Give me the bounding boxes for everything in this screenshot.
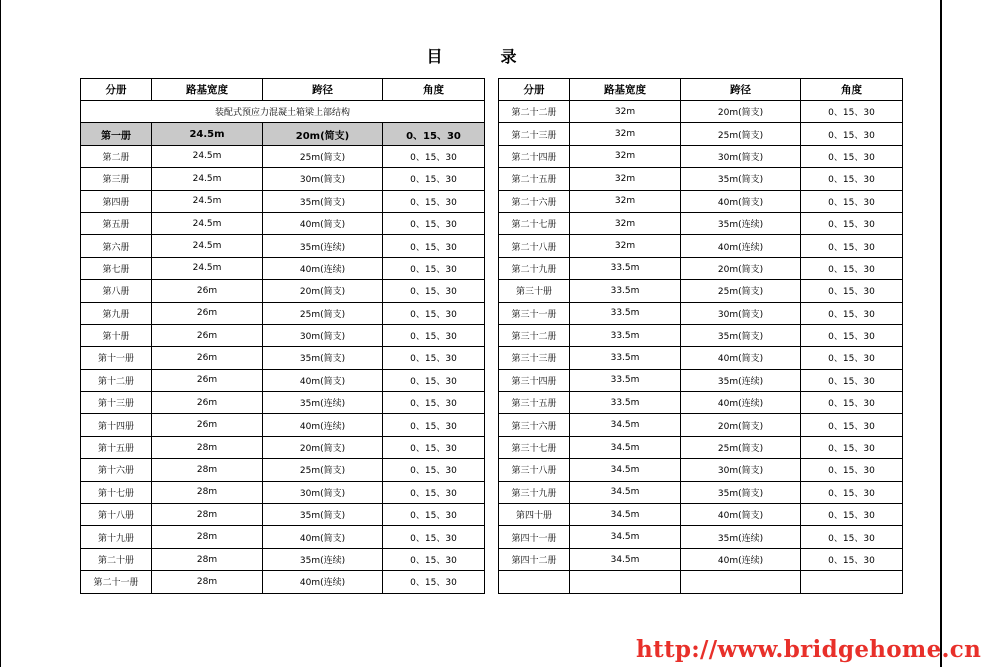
angle-cell: 0、15、30 [801,347,903,369]
roadbed-width-cell: 26m [152,392,263,414]
volume-cell: 第十六册 [81,459,152,481]
angle-cell: 0、15、30 [383,212,485,234]
span-cell: 40m(连续) [263,257,383,279]
roadbed-width-cell: 32m [570,123,681,145]
span-cell: 40m(连续) [681,235,801,257]
table-row [499,392,903,414]
angle-cell: 0、15、30 [801,324,903,346]
angle-cell: 0、15、30 [383,548,485,570]
span-cell: 40m(简支) [263,526,383,548]
volume-cell: 第十二册 [81,369,152,391]
roadbed-width-cell: 34.5m [570,459,681,481]
roadbed-width-cell: 26m [152,302,263,324]
span-cell: 25m(简支) [681,123,801,145]
roadbed-width-cell: 28m [152,526,263,548]
roadbed-width-cell: 26m [152,347,263,369]
angle-cell: 0、15、30 [383,459,485,481]
volume-cell: 第十七册 [81,481,152,503]
span-cell: 25m(简支) [681,280,801,302]
angle-cell: 0、15、30 [383,145,485,167]
span-cell: 25m(简支) [681,436,801,458]
span-cell: 20m(简支) [263,280,383,302]
angle-cell: 0、15、30 [383,481,485,503]
roadbed-width-cell: 24.5m [152,212,263,234]
span-cell: 30m(简支) [681,459,801,481]
span-cell: 40m(简支) [681,190,801,212]
span-cell: 35m(连续) [263,548,383,570]
span-cell: 20m(简支) [263,436,383,458]
angle-cell: 0、15、30 [383,369,485,391]
angle-cell: 0、15、30 [383,436,485,458]
table-row [499,101,903,123]
roadbed-width-cell: 26m [152,414,263,436]
table-row [81,145,485,167]
span-cell: 30m(简支) [263,168,383,190]
table-row [499,436,903,458]
span-cell: 35m(简支) [681,324,801,346]
span-cell: 25m(简支) [263,302,383,324]
title-char-2: 录 [500,47,517,66]
roadbed-width-cell: 34.5m [570,436,681,458]
volume-cell: 第四十册 [499,504,570,526]
span-cell: 35m(简支) [263,347,383,369]
span-cell: 35m(简支) [681,168,801,190]
table-row [499,459,903,481]
angle-cell: 0、15、30 [383,414,485,436]
table-row [81,459,485,481]
volume-cell: 第九册 [81,302,152,324]
span-cell: 30m(简支) [681,145,801,167]
volume-cell: 第三十六册 [499,414,570,436]
table-row [499,369,903,391]
page-title [0,44,943,67]
angle-cell: 0、15、30 [383,190,485,212]
volume-cell: 第八册 [81,280,152,302]
toc-table-right [498,78,903,594]
span-cell: 30m(简支) [263,324,383,346]
table-row [81,369,485,391]
angle-cell: 0、15、30 [801,190,903,212]
angle-cell: 0、15、30 [801,481,903,503]
volume-cell: 第二十一册 [81,571,152,593]
volume-cell: 第四十二册 [499,548,570,570]
volume-cell: 第十四册 [81,414,152,436]
table-row [81,571,485,593]
volume-cell: 第三十四册 [499,369,570,391]
volume-cell: 第二十册 [81,548,152,570]
roadbed-width-cell: 33.5m [570,347,681,369]
watermark-url: http://www.bridgehome.cn [636,636,981,663]
volume-cell: 第十册 [81,324,152,346]
table-row [499,414,903,436]
table-row [499,257,903,279]
volume-cell: 第二十二册 [499,101,570,123]
span-cell: 30m(简支) [263,481,383,503]
span-cell: 35m(连续) [681,526,801,548]
volume-cell: 第十一册 [81,347,152,369]
roadbed-width-cell: 33.5m [570,324,681,346]
roadbed-width-cell: 26m [152,280,263,302]
angle-cell: 0、15、30 [801,392,903,414]
roadbed-width-cell: 32m [570,101,681,123]
table-row [499,123,903,145]
roadbed-width-cell: 26m [152,324,263,346]
span-cell: 40m(连续) [681,548,801,570]
volume-cell: 第三十一册 [499,302,570,324]
roadbed-width-cell: 32m [570,235,681,257]
span-cell: 35m(简支) [263,190,383,212]
angle-cell: 0、15、30 [383,504,485,526]
table-row [499,347,903,369]
volume-cell: 第三册 [81,168,152,190]
page-right-border [940,0,942,667]
roadbed-width-cell: 34.5m [570,526,681,548]
span-cell: 40m(简支) [263,369,383,391]
table-row [499,235,903,257]
span-cell: 20m(简支) [681,101,801,123]
volume-cell: 第四十一册 [499,526,570,548]
table-row [499,168,903,190]
span-cell: 35m(连续) [681,212,801,234]
angle-cell: 0、15、30 [801,280,903,302]
table-row [499,302,903,324]
volume-cell: 第四册 [81,190,152,212]
volume-cell: 第十五册 [81,436,152,458]
angle-cell: 0、15、30 [383,571,485,593]
table-row [81,526,485,548]
roadbed-width-cell: 28m [152,481,263,503]
roadbed-width-cell: 28m [152,436,263,458]
span-cell: 25m(简支) [263,145,383,167]
table-row [499,504,903,526]
angle-cell: 0、15、30 [801,257,903,279]
table-row [499,280,903,302]
span-cell [681,571,801,593]
volume-cell: 第二十四册 [499,145,570,167]
table-row [81,280,485,302]
column-header: 路基宽度 [152,79,263,101]
roadbed-width-cell: 28m [152,459,263,481]
angle-cell: 0、15、30 [801,526,903,548]
table-row [499,481,903,503]
angle-cell: 0、15、30 [801,145,903,167]
header-row [81,79,485,101]
page-left-border [0,0,1,667]
volume-cell: 第一册 [81,123,152,145]
volume-cell: 第十九册 [81,526,152,548]
roadbed-width-cell: 28m [152,504,263,526]
volume-cell: 第二十六册 [499,190,570,212]
table-row [81,324,485,346]
span-cell: 40m(简支) [681,504,801,526]
roadbed-width-cell: 24.5m [152,145,263,167]
volume-cell: 第二十七册 [499,212,570,234]
volume-cell: 第三十二册 [499,324,570,346]
span-cell: 35m(连续) [263,392,383,414]
angle-cell: 0、15、30 [801,369,903,391]
roadbed-width-cell: 34.5m [570,414,681,436]
roadbed-width-cell: 24.5m [152,257,263,279]
angle-cell: 0、15、30 [383,347,485,369]
span-cell: 40m(简支) [681,347,801,369]
table-row [81,257,485,279]
volume-cell: 第三十册 [499,280,570,302]
volume-cell: 第十八册 [81,504,152,526]
angle-cell: 0、15、30 [801,302,903,324]
table-row [81,414,485,436]
volume-cell: 第三十九册 [499,481,570,503]
angle-cell [801,571,903,593]
table-row [499,571,903,593]
volume-cell [499,571,570,593]
angle-cell: 0、15、30 [383,168,485,190]
header-row [499,79,903,101]
roadbed-width-cell [570,571,681,593]
volume-cell: 第三十八册 [499,459,570,481]
angle-cell: 0、15、30 [801,235,903,257]
angle-cell: 0、15、30 [383,324,485,346]
roadbed-width-cell: 33.5m [570,302,681,324]
angle-cell: 0、15、30 [801,504,903,526]
table-row [81,235,485,257]
column-header: 跨径 [681,79,801,101]
volume-cell: 第三十五册 [499,392,570,414]
table-row [499,190,903,212]
roadbed-width-cell: 24.5m [152,123,263,145]
angle-cell: 0、15、30 [383,392,485,414]
roadbed-width-cell: 28m [152,548,263,570]
table-row [499,526,903,548]
table-row [81,168,485,190]
table-row [81,436,485,458]
section-title: 装配式预应力混凝土箱梁上部结构 [81,101,485,123]
roadbed-width-cell: 32m [570,145,681,167]
roadbed-width-cell: 34.5m [570,504,681,526]
span-cell: 20m(简支) [681,257,801,279]
volume-cell: 第三十三册 [499,347,570,369]
section-row [81,101,485,123]
roadbed-width-cell: 33.5m [570,257,681,279]
span-cell: 40m(连续) [263,414,383,436]
table-row [81,548,485,570]
table-row [81,190,485,212]
table-row [81,302,485,324]
table-row [81,212,485,234]
column-header: 角度 [801,79,903,101]
span-cell: 35m(连续) [263,235,383,257]
roadbed-width-cell: 34.5m [570,548,681,570]
volume-cell: 第七册 [81,257,152,279]
volume-cell: 第二十五册 [499,168,570,190]
angle-cell: 0、15、30 [801,548,903,570]
volume-cell: 第二十九册 [499,257,570,279]
angle-cell: 0、15、30 [801,459,903,481]
table-row [499,324,903,346]
roadbed-width-cell: 24.5m [152,235,263,257]
angle-cell: 0、15、30 [383,302,485,324]
roadbed-width-cell: 33.5m [570,280,681,302]
roadbed-width-cell: 34.5m [570,481,681,503]
span-cell: 40m(连续) [263,571,383,593]
span-cell: 35m(连续) [681,369,801,391]
angle-cell: 0、15、30 [801,414,903,436]
span-cell: 30m(简支) [681,302,801,324]
volume-cell: 第五册 [81,212,152,234]
volume-cell: 第二册 [81,145,152,167]
column-header: 跨径 [263,79,383,101]
roadbed-width-cell: 33.5m [570,392,681,414]
roadbed-width-cell: 24.5m [152,168,263,190]
angle-cell: 0、15、30 [801,436,903,458]
angle-cell: 0、15、30 [801,212,903,234]
table-row [81,392,485,414]
angle-cell: 0、15、30 [383,257,485,279]
roadbed-width-cell: 24.5m [152,190,263,212]
span-cell: 35m(简支) [681,481,801,503]
table-row [499,548,903,570]
toc-table-left [80,78,485,594]
table-row [499,145,903,167]
span-cell: 40m(连续) [681,392,801,414]
angle-cell: 0、15、30 [801,101,903,123]
span-cell: 25m(简支) [263,459,383,481]
volume-cell: 第二十八册 [499,235,570,257]
volume-cell: 第十三册 [81,392,152,414]
roadbed-width-cell: 28m [152,571,263,593]
span-cell: 40m(简支) [263,212,383,234]
column-header: 分册 [81,79,152,101]
angle-cell: 0、15、30 [801,123,903,145]
roadbed-width-cell: 32m [570,212,681,234]
angle-cell: 0、15、30 [383,235,485,257]
table-row [81,347,485,369]
volume-cell: 第二十三册 [499,123,570,145]
roadbed-width-cell: 33.5m [570,369,681,391]
angle-cell: 0、15、30 [801,168,903,190]
roadbed-width-cell: 32m [570,168,681,190]
angle-cell: 0、15、30 [383,526,485,548]
roadbed-width-cell: 32m [570,190,681,212]
angle-cell: 0、15、30 [383,280,485,302]
column-header: 分册 [499,79,570,101]
span-cell: 20m(简支) [681,414,801,436]
span-cell: 20m(简支) [263,123,383,145]
column-header: 角度 [383,79,485,101]
span-cell: 35m(简支) [263,504,383,526]
volume-cell: 第六册 [81,235,152,257]
volume-cell: 第三十七册 [499,436,570,458]
table-row [81,504,485,526]
table-row [81,481,485,503]
table-row [499,212,903,234]
title-char-1: 目 [426,47,443,66]
table-row [81,123,485,145]
column-header: 路基宽度 [570,79,681,101]
angle-cell: 0、15、30 [383,123,485,145]
roadbed-width-cell: 26m [152,369,263,391]
